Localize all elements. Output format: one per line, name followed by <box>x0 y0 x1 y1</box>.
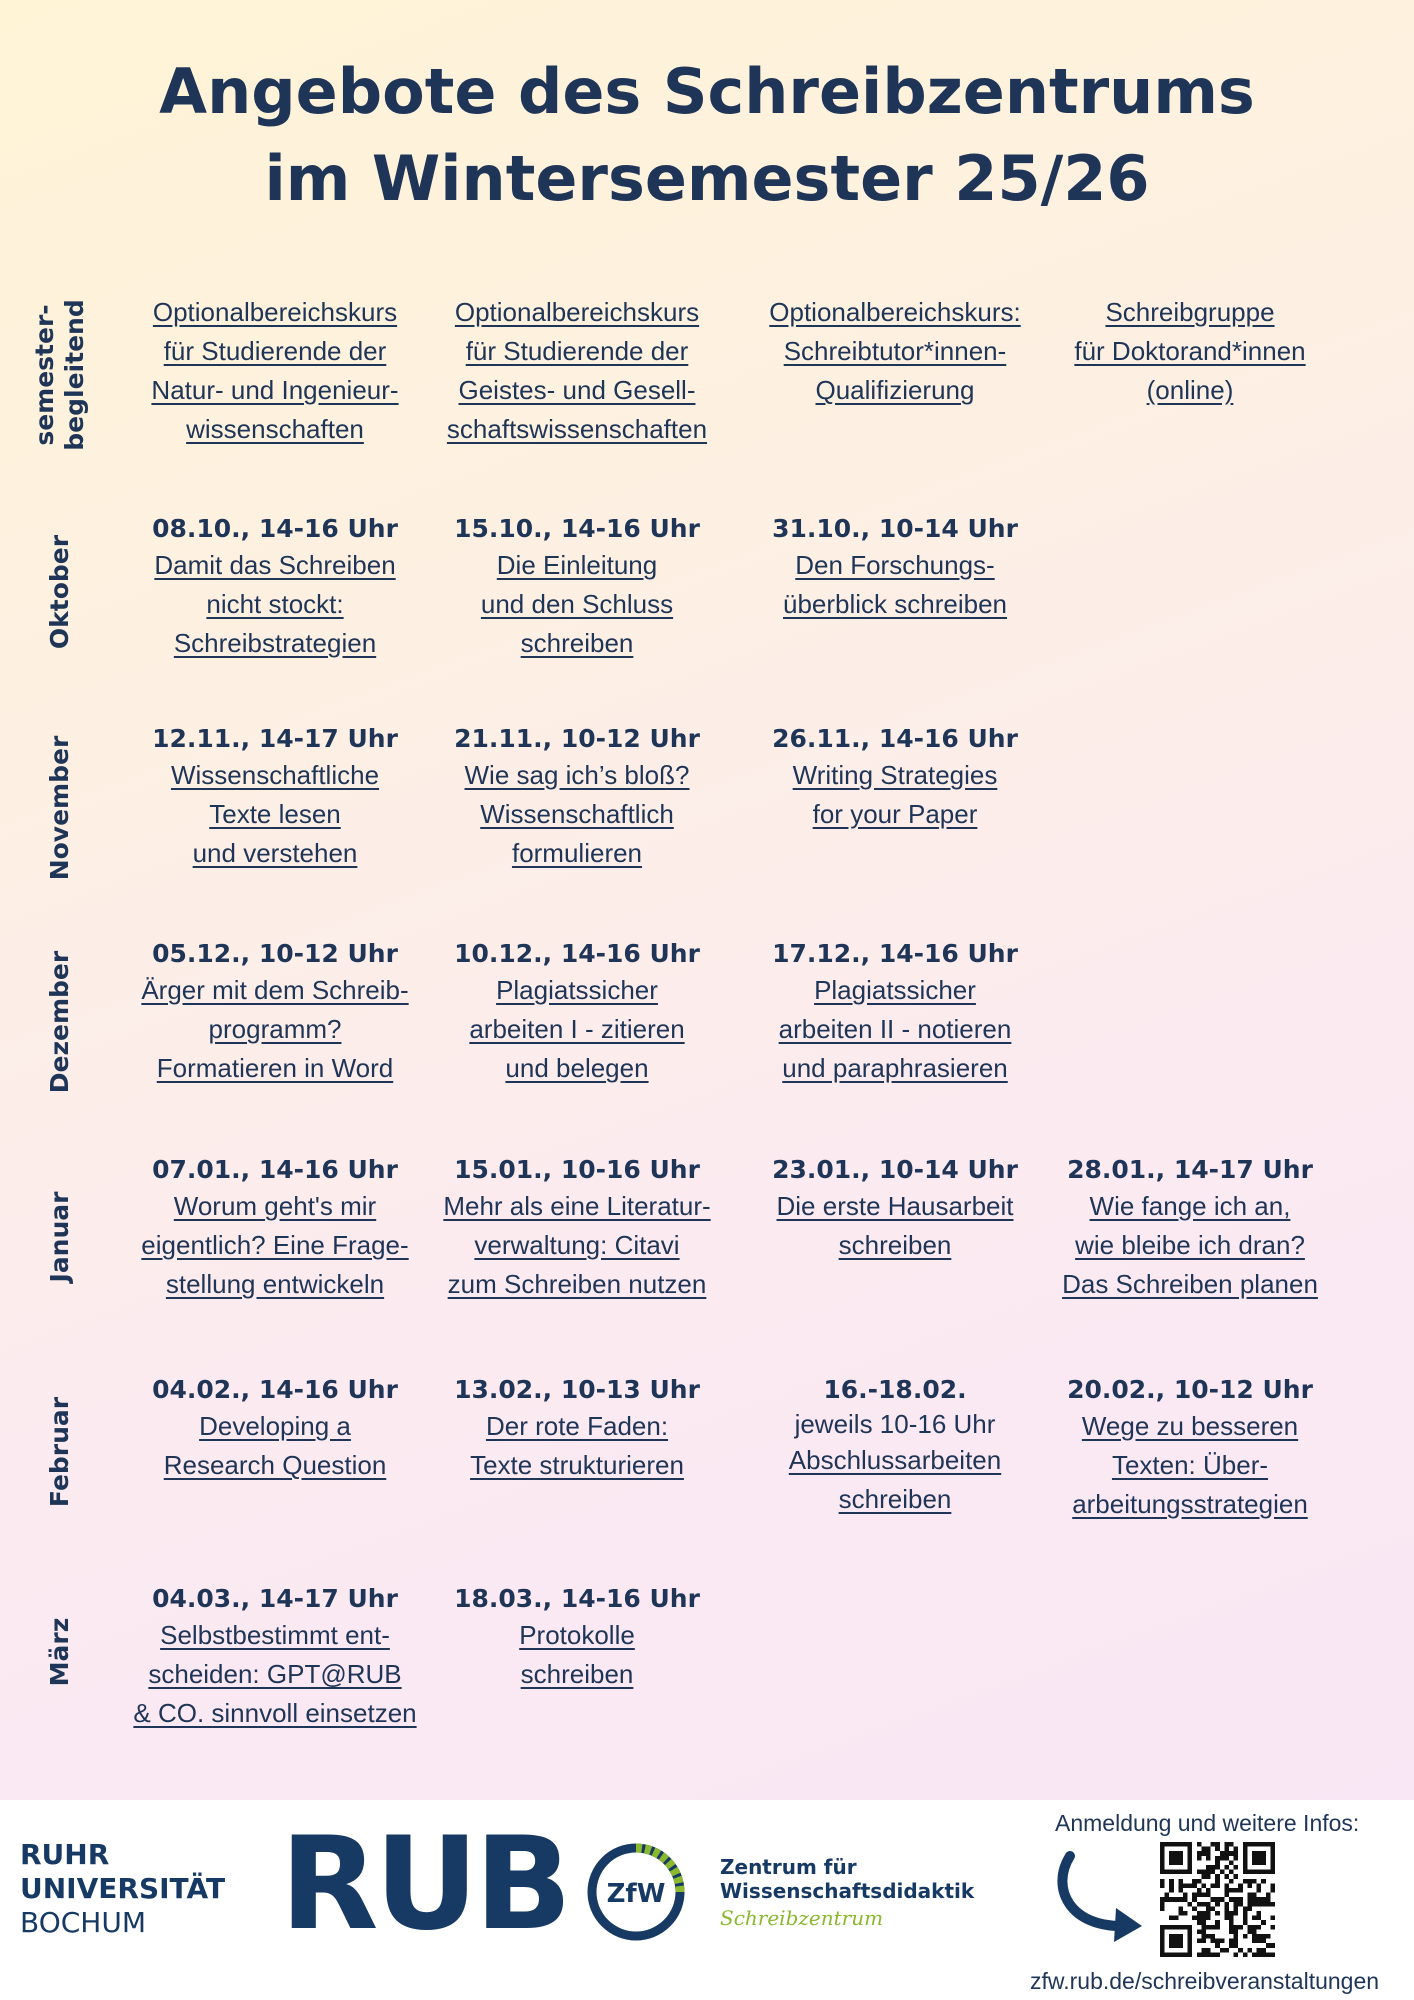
course-link[interactable]: Ärger mit dem Schreib- programm? Formatieren in Word <box>141 975 409 1083</box>
course-cell <box>1040 1153 1340 1304</box>
course-cell <box>427 293 727 449</box>
course-cell <box>125 722 425 873</box>
title-line-2: im Wintersemester 25/26 <box>264 142 1150 215</box>
row-label-text: Januar <box>45 1191 74 1283</box>
zfw-line-2: Wissenschaftsdidaktik <box>720 1879 975 1903</box>
course-date: 17.12., 14-16 Uhr <box>772 939 1018 968</box>
course-cell <box>745 1373 1045 1519</box>
course-date: 15.01., 10-16 Uhr <box>454 1155 700 1184</box>
course-link[interactable]: Protokolle schreiben <box>519 1620 635 1689</box>
course-link[interactable]: Mehr als eine Literatur- verwaltung: Citavi zum Schreiben nutzen <box>443 1191 711 1299</box>
course-cell <box>427 1582 727 1694</box>
university-line-1: RUHR <box>20 1838 110 1871</box>
course-cell <box>125 293 425 449</box>
course-link[interactable]: Plagiatssicher arbeiten II - notieren und paraphrasieren <box>778 975 1012 1083</box>
row-label-text: November <box>45 735 74 881</box>
course-link[interactable]: Den Forschungs- überblick schreiben <box>782 550 1007 619</box>
course-link[interactable]: Worum geht's mir eigentlich? Eine Frage- stellung entwickeln <box>141 1191 409 1299</box>
rub-logo-text: RUB <box>280 1810 569 1959</box>
info-text: Anmeldung und weitere Infos: <box>1055 1810 1360 1836</box>
course-cell <box>745 293 1045 410</box>
university-name <box>20 1838 225 1940</box>
course-date: 05.12., 10-12 Uhr <box>152 939 398 968</box>
course-date: 23.01., 10-14 Uhr <box>772 1155 1018 1184</box>
course-cell <box>745 937 1045 1088</box>
course-link[interactable]: Selbstbestimmt ent- scheiden: GPT@RUB & CO. sinnvoll einsetzen <box>133 1620 417 1728</box>
zfw-name <box>720 1855 974 1903</box>
course-cell <box>427 1153 727 1304</box>
course-link[interactable]: Wissenschaftliche Texte lesen und verstehen <box>170 760 380 868</box>
course-cell <box>427 937 727 1088</box>
course-cell <box>125 512 425 663</box>
row-label-text: Oktober <box>45 534 74 650</box>
course-date: 21.11., 10-12 Uhr <box>454 724 700 753</box>
course-link[interactable]: Writing Strategies for your Paper <box>792 760 998 829</box>
course-date: 31.10., 10-14 Uhr <box>772 514 1018 543</box>
course-cell <box>427 512 727 663</box>
course-link[interactable]: Die Einleitung und den Schluss schreiben <box>480 550 674 658</box>
zfw-logo <box>582 1838 690 1946</box>
course-link[interactable]: Developing a Research Question <box>163 1411 387 1480</box>
row-label-text: März <box>45 1617 74 1687</box>
course-link[interactable]: Schreibgruppe für Doktorand*innen (online) <box>1074 297 1306 405</box>
course-cell <box>125 937 425 1088</box>
course-link[interactable]: Plagiatssicher arbeiten I - zitieren und belegen <box>469 975 685 1083</box>
course-date: 15.10., 14-16 Uhr <box>454 514 700 543</box>
course-link[interactable]: Damit das Schreiben nicht stockt: Schreibstrategien <box>154 550 396 658</box>
course-date: 10.12., 14-16 Uhr <box>454 939 700 968</box>
course-date: 07.01., 14-16 Uhr <box>152 1155 398 1184</box>
course-link[interactable]: Optionalbereichskurs für Studierende der Natur- und Ingenieur- wissenschaften <box>151 297 399 444</box>
course-cell <box>125 1153 425 1304</box>
course-date: 04.02., 14-16 Uhr <box>152 1375 398 1404</box>
course-time: jeweils 10-16 Uhr <box>794 1409 996 1439</box>
course-cell <box>125 1582 425 1733</box>
course-date: 26.11., 14-16 Uhr <box>772 724 1018 753</box>
course-cell <box>745 722 1045 834</box>
university-line-3: BOCHUM <box>20 1906 147 1939</box>
course-date: 12.11., 14-17 Uhr <box>152 724 398 753</box>
footer <box>0 1800 1414 2000</box>
course-cell <box>745 1153 1045 1265</box>
rub-logo <box>280 1810 569 1959</box>
course-link[interactable]: Der rote Faden: Texte strukturieren <box>470 1411 684 1480</box>
course-link[interactable]: Optionalbereichskurs für Studierende der Geistes- und Gesell- schaftswissenschaften <box>446 297 708 444</box>
course-cell <box>1040 1373 1340 1524</box>
course-cell <box>745 512 1045 624</box>
row-label-text: semester- begleitend <box>30 299 89 451</box>
course-cell <box>427 1373 727 1485</box>
course-date: 16.-18.02. <box>823 1375 967 1404</box>
title-line-1: Angebote des Schreibzentrums <box>159 55 1255 128</box>
registration-url[interactable]: zfw.rub.de/schreibveranstaltungen <box>1030 1968 1380 1994</box>
course-link[interactable]: Abschlussarbeiten schreiben <box>788 1445 1002 1514</box>
course-cell <box>427 722 727 873</box>
page-title <box>0 48 1414 222</box>
zfw-logo-text: ZfW <box>606 1879 666 1909</box>
course-cell <box>125 1373 425 1485</box>
course-date: 13.02., 10-13 Uhr <box>454 1375 700 1404</box>
zfw-script: Schreibzentrum <box>720 1906 884 1930</box>
course-link[interactable]: Wie sag ich’s bloß? Wissenschaftlich formulieren <box>464 760 690 868</box>
zfw-line-1: Zentrum für <box>720 1855 857 1879</box>
course-date: 04.03., 14-17 Uhr <box>152 1584 398 1613</box>
course-date: 08.10., 14-16 Uhr <box>152 514 398 543</box>
course-link[interactable]: Wege zu besseren Texten: Über- arbeitungsstrategien <box>1072 1411 1308 1519</box>
course-date: 20.02., 10-12 Uhr <box>1067 1375 1313 1404</box>
course-date: 28.01., 14-17 Uhr <box>1067 1155 1313 1184</box>
curved-arrow-icon <box>1050 1848 1160 1948</box>
course-link[interactable]: Wie fange ich an, wie bleibe ich dran? Das Schreiben planen <box>1062 1191 1318 1299</box>
course-link[interactable]: Die erste Hausarbeit schreiben <box>776 1191 1014 1260</box>
course-date: 18.03., 14-16 Uhr <box>454 1584 700 1613</box>
row-label-text: Februar <box>45 1396 74 1508</box>
row-label-text: Dezember <box>45 950 74 1094</box>
course-cell <box>1040 293 1340 410</box>
qr-code-icon[interactable] <box>1160 1842 1275 1957</box>
university-line-2: UNIVERSITÄT <box>20 1872 226 1905</box>
course-link[interactable]: Optionalbereichskurs: Schreibtutor*innen- Qualifizierung <box>769 297 1021 405</box>
